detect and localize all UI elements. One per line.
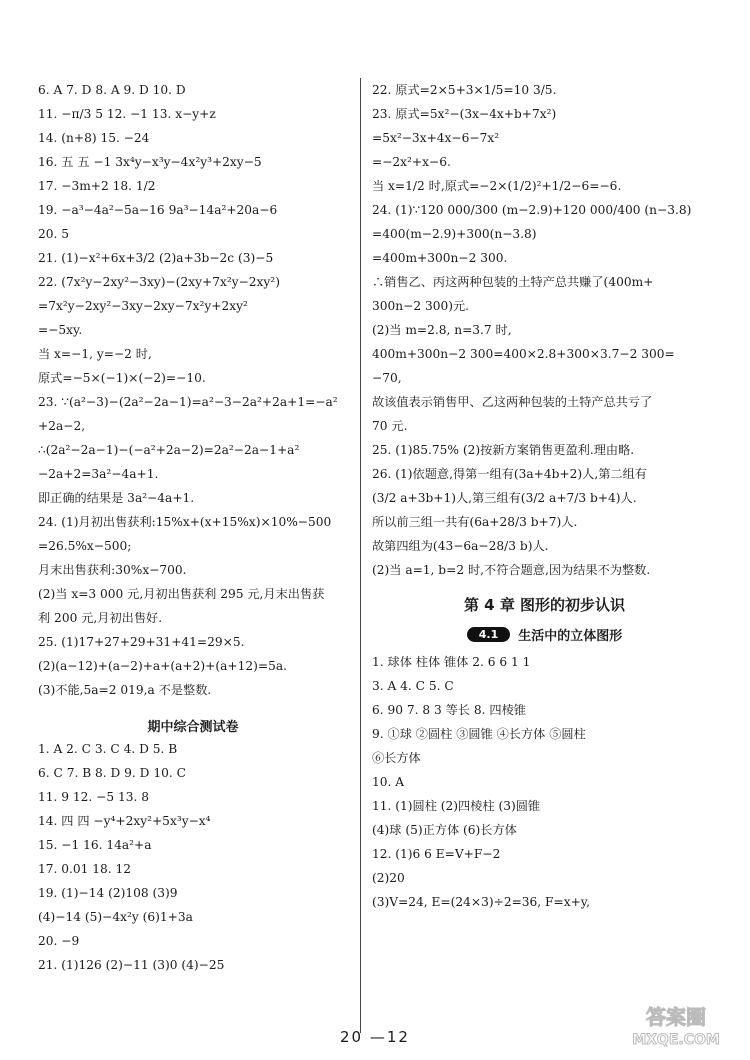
midterm-answer-line: 17. 0.01 18. 12 [38,862,132,876]
answer-line: (3)不能,5a=2 019,a 不是整数. [38,683,212,697]
chapter4-answer-line: 9. ①球 ②圆柱 ③圆锥 ④长方体 ⑤圆柱 [372,727,586,741]
answer-line: =7x²y−2xy²−3xy−2xy−7x²y+2xy² [38,299,248,313]
section-number-badge: 4.1 [467,627,511,642]
answer-line: 25. (1)85.75% (2)按新方案销售更盈利.理由略. [372,443,635,457]
answer-line: 16. 五 五 −1 3x⁴y−x³y−4x²y³+2xy−5 [38,155,262,169]
answer-line: (2)当 x=3 000 元,月初出售获利 295 元,月末出售获 [38,587,325,601]
answer-line: 原式=−5×(−1)×(−2)=−10. [38,371,206,385]
answer-line: −2a+2=3a²−4a+1. [38,467,159,481]
midterm-answer-line: 19. (1)−14 (2)108 (3)9 [38,886,178,900]
midterm-answer-line: (4)−14 (5)−4x²y (6)1+3a [38,910,193,924]
midterm-answer-line: 11. 9 12. −5 13. 8 [38,790,149,804]
answer-line: (3/2 a+3b+1)人,第三组有(3/2 a+7/3 b+4)人. [372,491,637,505]
answer-line: 23. ∵(a²−3)−(2a²−2a−1)=a²−3−2a²+2a+1=−a² [38,395,338,409]
answer-line: =−2x²+x−6. [372,155,451,169]
svg-text:答案圈: 答案圈 [646,1005,706,1029]
answer-line: 24. (1)月初出售获利:15%x+(x+15%x)×10%−500 [38,515,332,529]
answer-line: 故该值表示销售甲、乙这两种包装的土特产总共亏了 [372,395,653,409]
answer-line: 月末出售获利:30%x−700. [38,563,187,577]
answer-line: 当 x=−1, y=−2 时, [38,347,152,361]
chapter4-answer-line: 10. A [372,775,405,789]
answer-line: 400m+300n−2 300=400×2.8+300×3.7−2 300= [372,347,675,361]
answer-line: 70 元. [372,419,408,433]
midterm-answer-line: 21. (1)126 (2)−11 (3)0 (4)−25 [38,958,225,972]
right-column [372,82,717,918]
answer-line: ∴(2a²−2a−1)−(−a²+2a−2)=2a²−2a−1+a² [38,443,300,457]
chapter4-answer-line: 11. (1)圆柱 (2)四棱柱 (3)圆锥 [372,799,541,813]
answer-line: 6. A 7. D 8. A 9. D 10. D [38,83,186,97]
answer-line: (2)(a−12)+(a−2)+a+(a+2)+(a+12)=5a. [38,659,287,673]
answer-line: =400m+300n−2 300. [372,251,508,265]
midterm-answer-line: 6. C 7. B 8. D 9. D 10. C [38,766,186,780]
chapter4-answer-line: 3. A 4. C 5. C [372,679,454,693]
answer-line: (2)当 m=2.8, n=3.7 时, [372,323,512,337]
answer-line: 22. 原式=2×5+3×1/5=10 3/5. [372,83,557,97]
answer-line: 17. −3m+2 18. 1/2 [38,179,156,193]
answer-line: 300n−2 300)元. [372,299,470,313]
answer-line: +2a−2, [38,419,86,433]
answer-line: 25. (1)17+27+29+31+41=29×5. [38,635,245,649]
chapter4-answer-line: ⑥长方体 [372,751,421,765]
answer-line: 11. −π/3 5 12. −1 13. x−y+z [38,107,216,121]
answer-line: =5x²−3x+4x−6−7x² [372,131,500,145]
answer-line: 当 x=1/2 时,原式=−2×(1/2)²+1/2−6=−6. [372,179,622,193]
answer-line: ∴销售乙、丙这两种包装的土特产总共赚了(400m+ [372,275,654,289]
answer-line: 23. 原式=5x²−(3x−4x+b+7x²) [372,107,557,121]
answer-line: 利 200 元,月初出售好. [38,611,163,625]
answer-line: 所以前三组一共有(6a+28/3 b+7)人. [372,515,578,529]
answer-line: −70, [372,371,402,385]
chapter4-answer-line: (3)V=24, E=(24×3)÷2=36, F=x+y, [372,895,590,909]
answer-line: 21. (1)−x²+6x+3/2 (2)a+3b−2c (3)−5 [38,251,274,265]
answer-line: =−5xy. [38,323,83,337]
chapter4-answer-line: 6. 90 7. 8 3 等长 8. 四棱锥 [372,703,526,717]
midterm-answer-line: 14. 四 四 −y⁴+2xy²+5x³y−x⁴ [38,814,211,828]
answer-line: 20. 5 [38,227,70,241]
watermark-logo [616,1002,736,1050]
chapter4-answer-line: (4)球 (5)正方体 (6)长方体 [372,823,517,837]
svg-text:MXQE.COM: MXQE.COM [632,1032,720,1048]
midterm-answer-line: 15. −1 16. 14a²+a [38,838,152,852]
chapter4-answer-line: (2)20 [372,871,405,885]
answer-line: 14. (n+8) 15. −24 [38,131,150,145]
left-column [38,82,348,981]
answer-line: =400(m−2.9)+300(n−3.8) [372,227,537,241]
midterm-answer-line: 20. −9 [38,934,80,948]
subsection-title: 生活中的立体图形 [518,629,623,644]
answer-line: 22. (7x²y−2xy²−3xy)−(2xy+7x²y−2xy²) [38,275,280,289]
answer-line: (2)当 a=1, b=2 时,不符合题意,因为结果不为整数. [372,563,651,577]
midterm-answer-line: 1. A 2. C 3. C 4. D 5. B [38,742,178,756]
answer-line: 24. (1)∵120 000/300 (m−2.9)+120 000/400 (n−3.8) [372,203,692,217]
page-number: 20 —12 [340,1028,410,1046]
answer-line: 19. −a³−4a²−5a−16 9a³−14a²+20a−6 [38,203,278,217]
chapter4-answer-line: 12. (1)6 6 E=V+F−2 [372,847,501,861]
midterm-section-title: 期中综合测试卷 [147,720,239,735]
answer-line: 26. (1)依题意,得第一组有(3a+4b+2)人,第二组有 [372,467,647,481]
answer-line: =26.5%x−500; [38,539,132,553]
column-divider [360,78,361,1033]
chapter4-answer-line: 1. 球体 柱体 锥体 2. 6 6 1 1 [372,655,531,669]
chapter-title: 第 4 章 图形的初步认识 [463,596,626,614]
subsection-heading [372,625,717,644]
answer-line: 即正确的结果是 3a²−4a+1. [38,491,195,505]
answer-line: 故第四组为(43−6a−28/3 b)人. [372,539,549,553]
